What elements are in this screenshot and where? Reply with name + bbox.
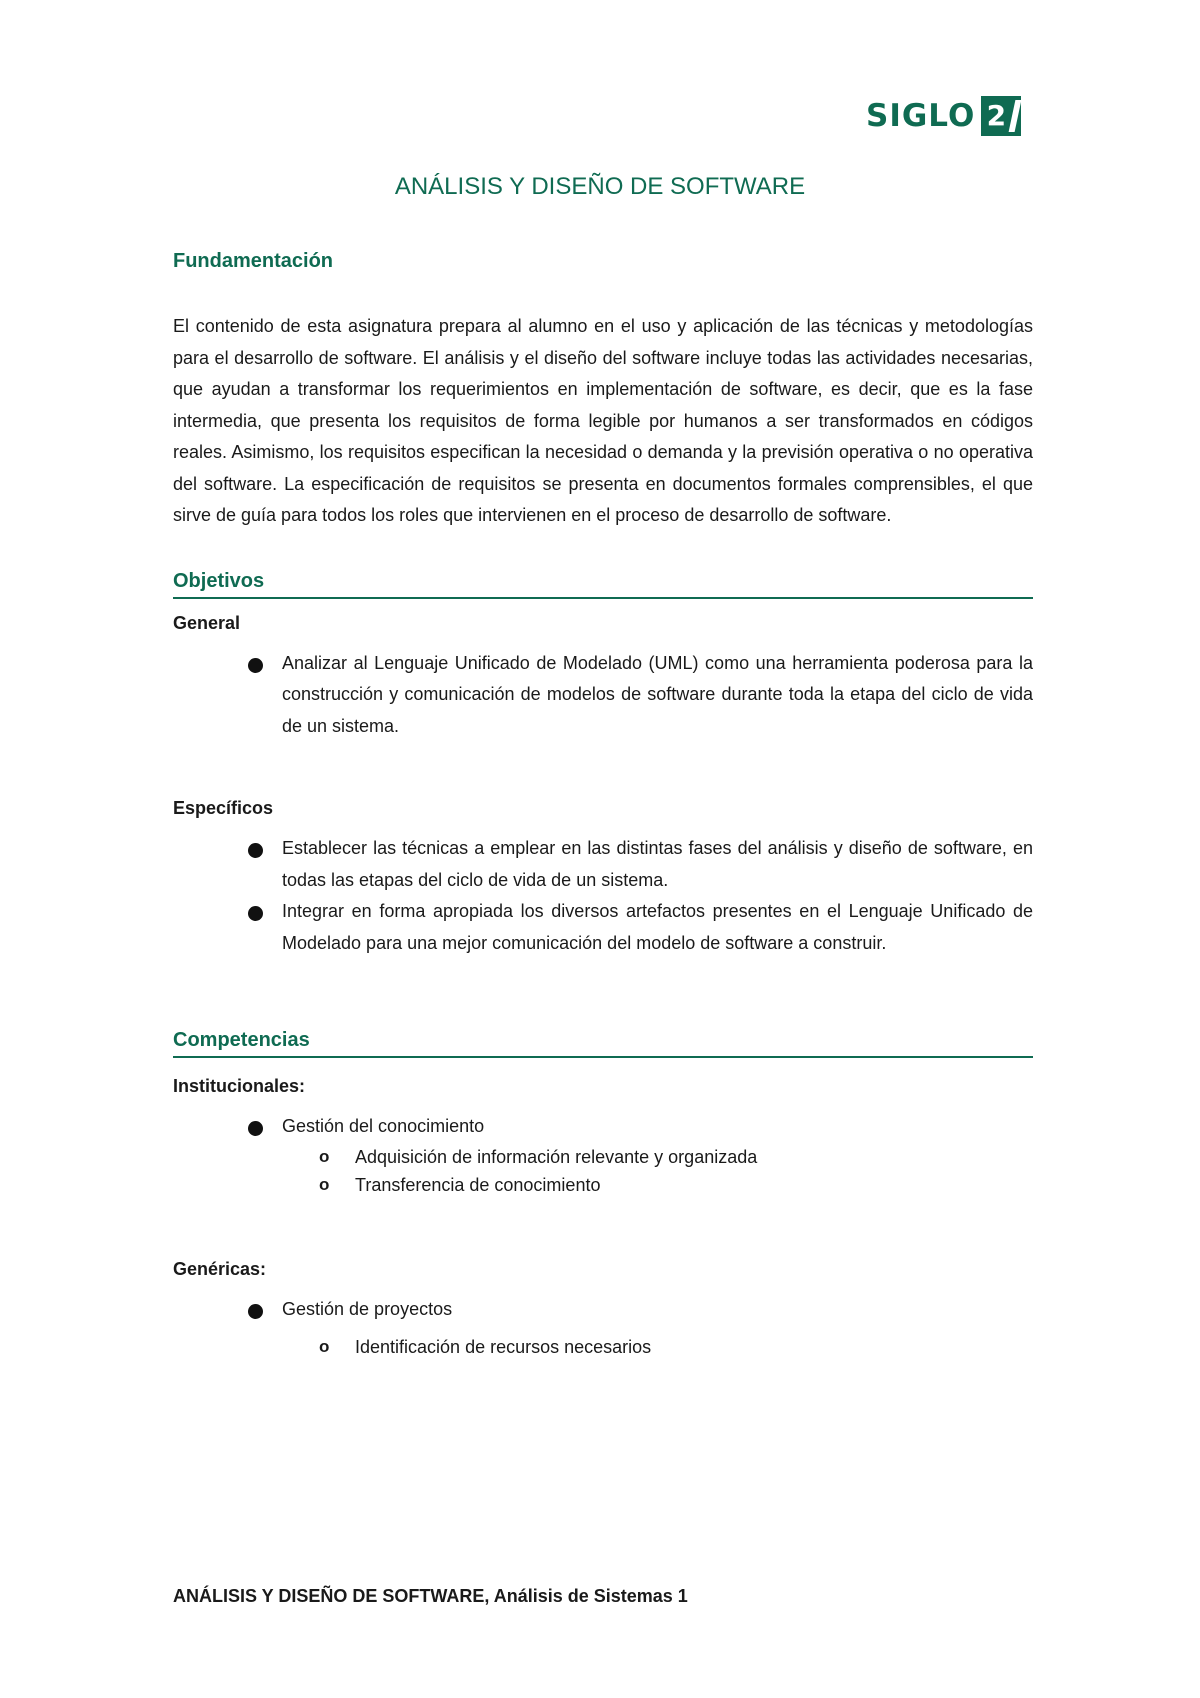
sub-item-text: Identificación de recursos necesarios — [355, 1337, 652, 1357]
especificos-item-text: Establecer las técnicas a emplear en las distintas fases del análisis y diseño de software, en todas las etapas del ciclo de vida de un sistema. — [282, 838, 1033, 890]
especificos-list — [173, 833, 1033, 959]
list-item — [173, 648, 1033, 743]
fundamentacion-paragraph: El contenido de esta asignatura prepara al alumno en el uso y aplicación de las técnicas y metodologías para el desarrollo de software. El análisis y el diseño del software incluye todas las actividades necesarias, que ayudan a transformar los requerimientos en implementación de software, es decir, que es la fase intermedia, que presenta los requisitos de forma legible por humanos a ser transformados en códigos reales. Asimismo, los requisitos especifican la necesidad o demanda y la previsión operativa o no operativa del software. La especificación de requisitos se presenta en documentos formales comprensibles, el que sirve de guía para todos los roles que intervienen en el proceso de desarrollo de software. — [173, 316, 1033, 525]
objetivos-heading: Objetivos — [173, 570, 1033, 599]
general-list — [173, 648, 1033, 743]
sub-item-text: Adquisición de información relevante y organizada — [355, 1146, 758, 1167]
logo-number-box — [981, 96, 1021, 136]
competencias-heading: Competencias — [173, 1029, 1033, 1058]
list-item — [173, 896, 1033, 959]
bullet-icon — [248, 843, 263, 858]
genericas-sublist — [173, 1333, 1033, 1361]
sub-list-item — [173, 1171, 1033, 1199]
general-item-text: Analizar al Lenguaje Unificado de Modelado (UML) como una herramienta poderosa para la construcción y comunicación de modelos de software durante toda la etapa del ciclo de vida de un sistema. — [282, 652, 1033, 736]
bullet-icon — [248, 1121, 263, 1136]
fundamentacion-heading: Fundamentación — [173, 250, 334, 272]
bullet-icon — [248, 906, 263, 921]
list-item — [173, 833, 1033, 896]
sub-bullet-marker: o — [319, 1174, 330, 1194]
list-item — [173, 1294, 1033, 1326]
bullet-icon — [248, 1304, 263, 1319]
page-footer: ANÁLISIS Y DISEÑO DE SOFTWARE, Análisis de Sistemas 1 — [173, 1586, 688, 1606]
logo-slash-mark — [1009, 100, 1022, 132]
general-label: General — [173, 612, 241, 633]
sub-list-item — [173, 1143, 1033, 1171]
logo-text: SIGLO — [866, 98, 976, 134]
list-item — [173, 1111, 1033, 1143]
especificos-label: Específicos — [173, 798, 274, 818]
sub-item-text: Transferencia de conocimiento — [355, 1174, 601, 1195]
especificos-item-text: Integrar en forma apropiada los diversos artefactos presentes en el Lenguaje Unificado de Modelado para una mejor comunicación del modelo de software a construir. — [282, 901, 1033, 953]
genericas-list — [173, 1294, 1033, 1326]
institucionales-label: Institucionales: — [173, 1076, 306, 1096]
document-body — [173, 250, 1033, 1361]
siglo-21-logo — [866, 92, 1021, 140]
document-title: ANÁLISIS Y DISEÑO DE SOFTWARE — [394, 173, 806, 200]
sub-bullet-marker: o — [319, 1337, 330, 1356]
institucionales-sublist — [173, 1143, 1033, 1199]
genericas-label: Genéricas: — [173, 1258, 267, 1279]
sub-list-item — [173, 1333, 1033, 1361]
genericas-item-text: Gestión de proyectos — [282, 1298, 453, 1319]
logo-number: 2 — [986, 99, 1007, 132]
institucionales-list — [173, 1111, 1033, 1143]
institucionales-item-text: Gestión del conocimiento — [282, 1116, 485, 1136]
bullet-icon — [248, 658, 263, 673]
sub-bullet-marker: o — [319, 1146, 330, 1166]
